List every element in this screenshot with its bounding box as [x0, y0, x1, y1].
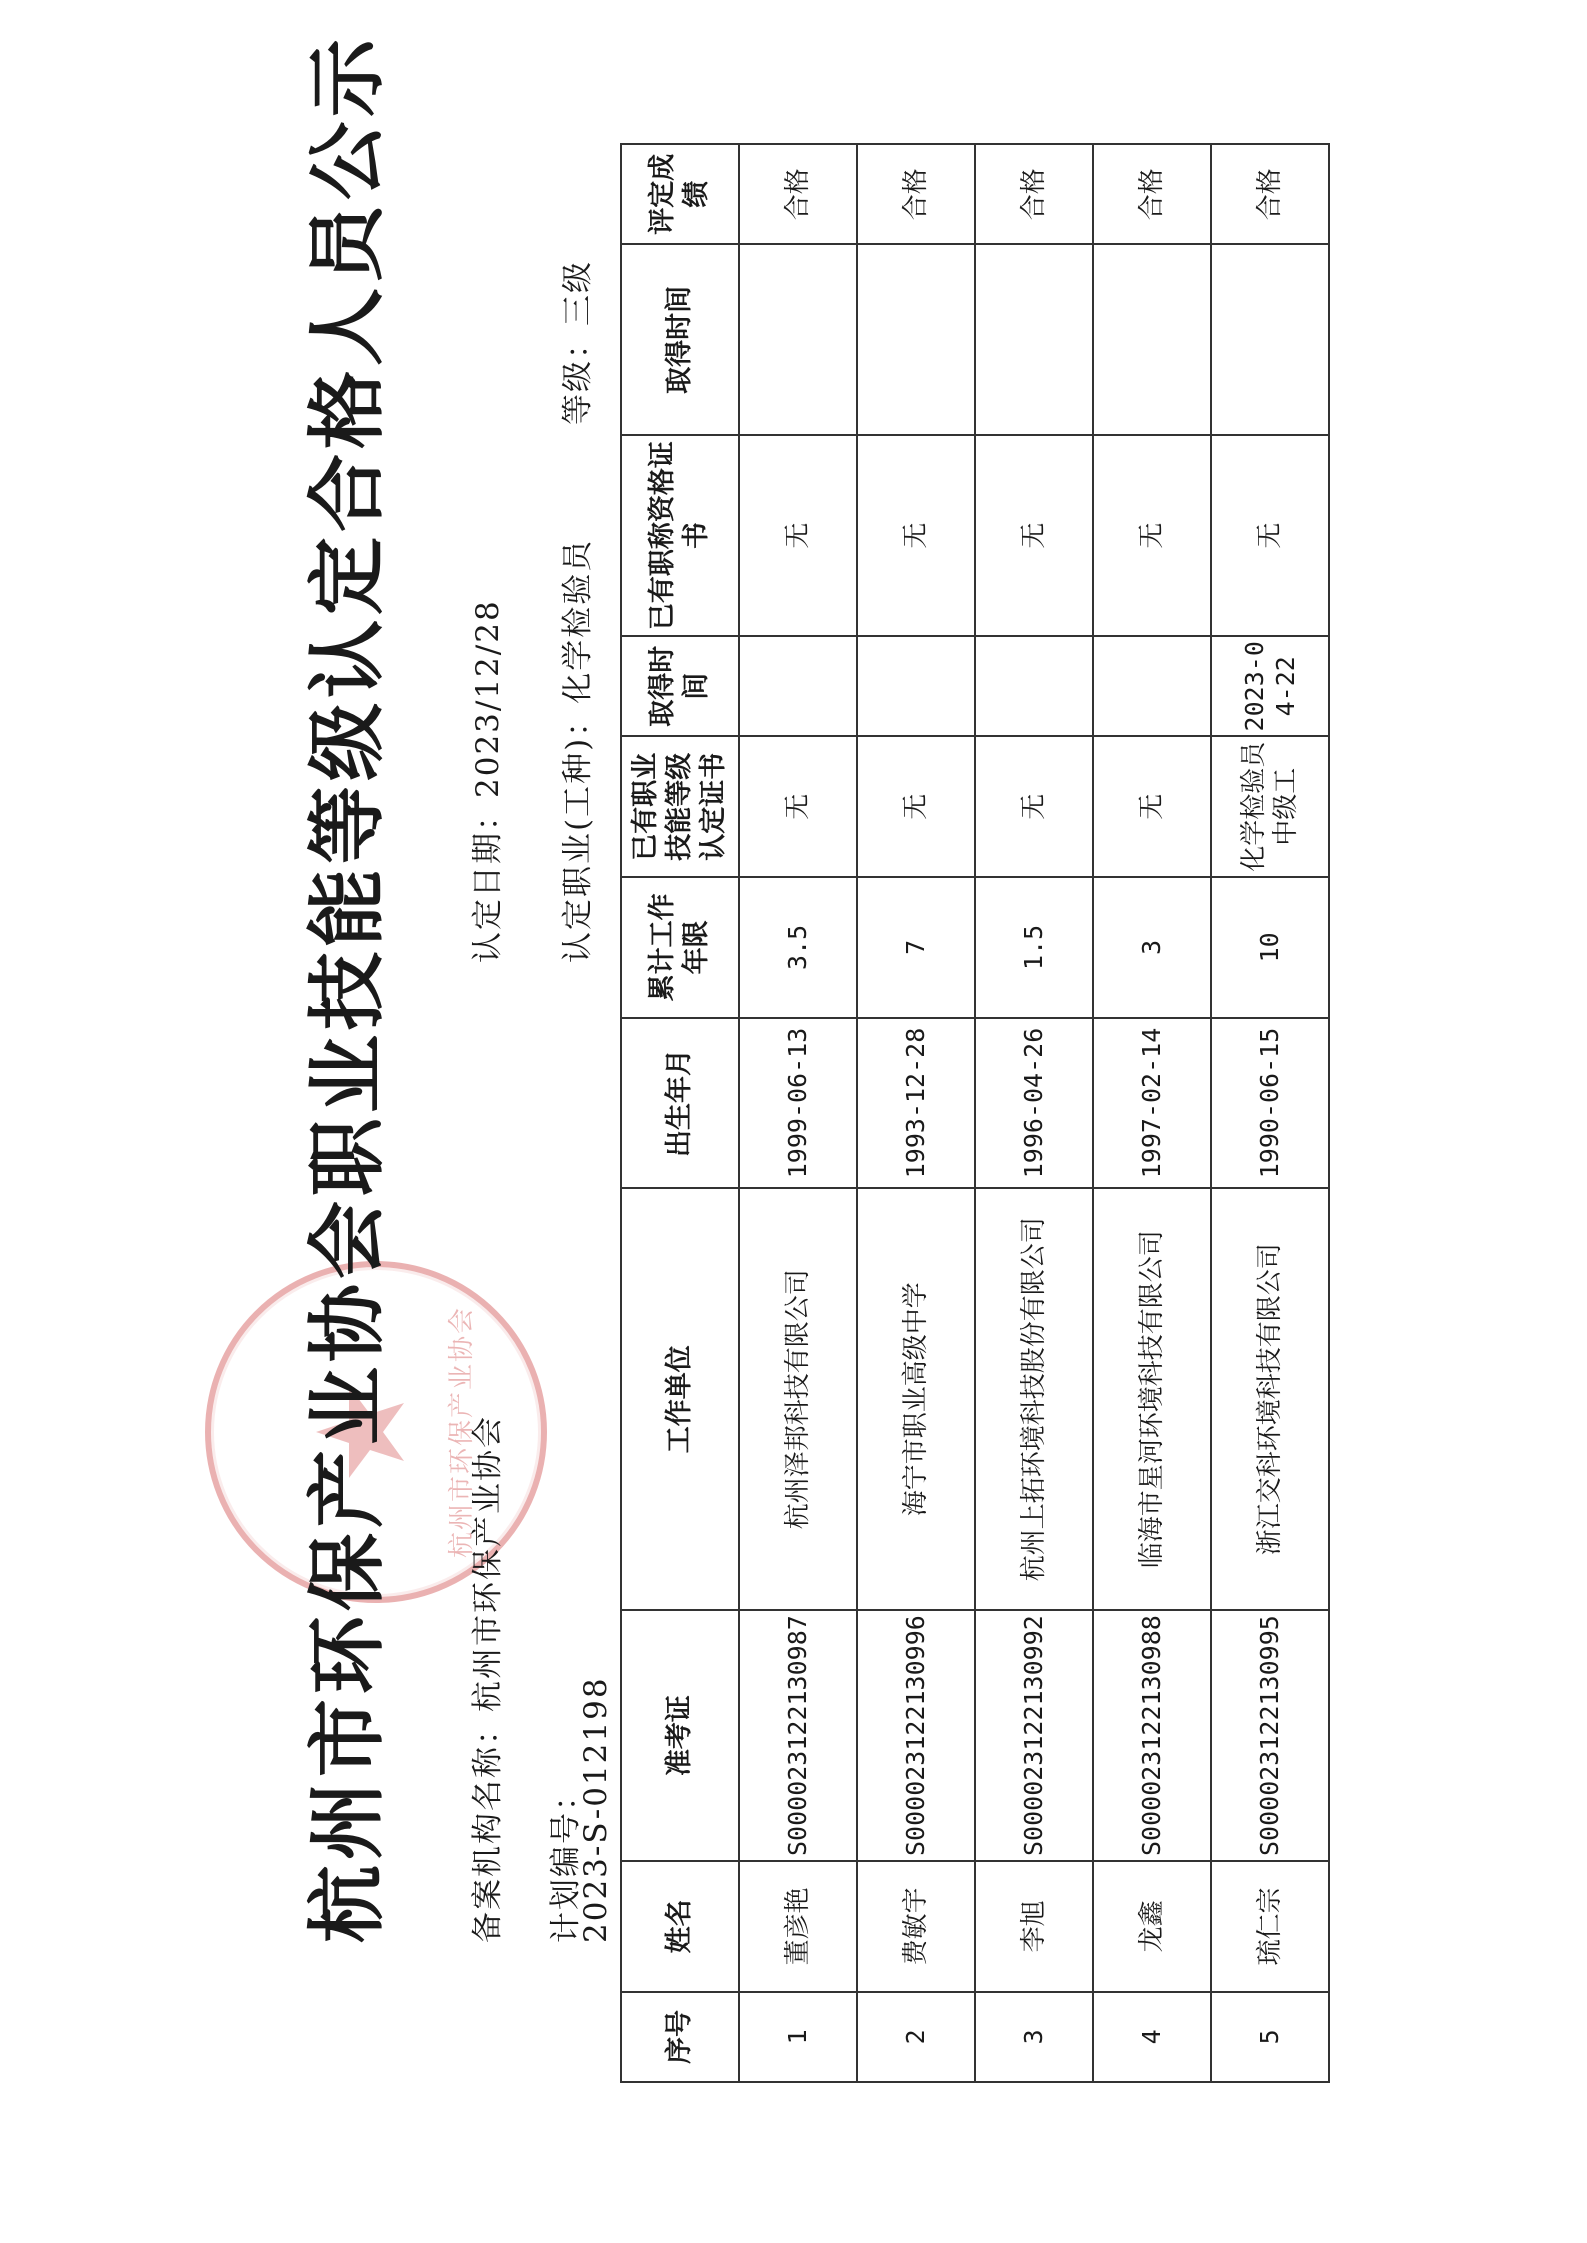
level-line	[552, 260, 597, 425]
cell-skill-date	[857, 636, 975, 736]
cell-no: 3	[975, 1992, 1093, 2082]
page-title: 杭州市环保产业协会职业技能等级认定合格人员公示	[303, 33, 393, 1943]
date-value: 2023/12/28	[470, 599, 506, 798]
header-name: 姓名	[621, 1861, 739, 1992]
cell-no: 5	[1211, 1992, 1329, 2082]
cell-title-date	[857, 244, 975, 435]
cell-result: 合格	[739, 144, 857, 244]
header-ticket: 准考证	[621, 1610, 739, 1861]
table-row	[975, 144, 1093, 2082]
cell-skill-cert: 无	[739, 736, 857, 877]
cell-skill-date: 2023-04-22	[1211, 636, 1329, 736]
org-line	[462, 1415, 507, 1943]
plan-label: 计划编号：	[548, 1778, 584, 1943]
cell-years: 7	[857, 877, 975, 1018]
occupation-value: 化学检验员	[560, 538, 596, 704]
cell-employer: 杭州上拓环境科技股份有限公司	[975, 1188, 1093, 1610]
cell-title-cert: 无	[975, 435, 1093, 636]
header-birth: 出生年月	[621, 1018, 739, 1189]
cell-name: 费敏宇	[857, 1861, 975, 1992]
cell-ticket: S000023122130987	[739, 1610, 857, 1861]
table-row	[1093, 144, 1211, 2082]
header-years: 累计工作年限	[621, 877, 739, 1018]
seal-text: 杭州市环保产业协会	[447, 1306, 477, 1559]
org-name: 杭州市环保产业协会	[470, 1415, 506, 1712]
cell-skill-cert: 无	[975, 736, 1093, 877]
cell-name: 琉仁宗	[1211, 1861, 1329, 1992]
cell-employer: 临海市星河环境科技有限公司	[1093, 1188, 1211, 1610]
level-value: 三级	[560, 260, 596, 326]
cell-birth: 1990-06-15	[1211, 1018, 1329, 1189]
header-employer: 工作单位	[621, 1188, 739, 1610]
cell-skill-date	[975, 636, 1093, 736]
cell-title-date	[975, 244, 1093, 435]
cell-no: 2	[857, 1992, 975, 2082]
cell-years: 3	[1093, 877, 1211, 1018]
cell-no: 4	[1093, 1992, 1211, 2082]
cell-result: 合格	[857, 144, 975, 244]
cell-skill-cert: 化学检验员中级工	[1211, 736, 1329, 877]
cell-title-date	[739, 244, 857, 435]
cell-ticket: S000023122130995	[1211, 1610, 1329, 1861]
date-line	[462, 599, 507, 963]
cell-name: 李旭	[975, 1861, 1093, 1992]
header-title-date: 取得时间	[621, 244, 739, 435]
cell-years: 10	[1211, 877, 1329, 1018]
cell-years: 3.5	[739, 877, 857, 1018]
cell-birth: 1999-06-13	[739, 1018, 857, 1189]
cell-title-cert: 无	[857, 435, 975, 636]
table-header-row	[621, 144, 739, 2082]
cell-birth: 1996-04-26	[975, 1018, 1093, 1189]
cell-skill-cert: 无	[857, 736, 975, 877]
cell-years: 1.5	[975, 877, 1093, 1018]
cell-result: 合格	[1211, 144, 1329, 244]
cell-ticket: S000023122130996	[857, 1610, 975, 1861]
header-skill-cert: 已有职业技能等级认定证书	[621, 736, 739, 877]
table-row	[739, 144, 857, 2082]
cell-employer: 浙江交科环境科技有限公司	[1211, 1188, 1329, 1610]
level-label: 等级：	[560, 326, 596, 425]
cell-result: 合格	[1093, 144, 1211, 244]
cell-birth: 1993-12-28	[857, 1018, 975, 1189]
occupation-line	[552, 539, 597, 963]
date-label: 认定日期：	[470, 798, 506, 963]
cell-birth: 1997-02-14	[1093, 1018, 1211, 1189]
cell-title-cert: 无	[739, 435, 857, 636]
cell-result: 合格	[975, 144, 1093, 244]
cell-name: 龙鑫	[1093, 1861, 1211, 1992]
header-title-cert: 已有职称资格证书	[621, 435, 739, 636]
occupation-label: 认定职业(工种)：	[560, 703, 596, 963]
cell-employer: 杭州泽邦科技有限公司	[739, 1188, 857, 1610]
cell-title-cert: 无	[1211, 435, 1329, 636]
cell-name: 董彦艳	[739, 1861, 857, 1992]
cell-title-date	[1093, 244, 1211, 435]
table-row	[857, 144, 975, 2082]
header-skill-date: 取得时间	[621, 636, 739, 736]
cell-title-cert: 无	[1093, 435, 1211, 636]
cell-skill-date	[1093, 636, 1211, 736]
cell-employer: 海宁市职业高级中学	[857, 1188, 975, 1610]
cell-ticket: S000023122130992	[975, 1610, 1093, 1861]
cell-ticket: S000023122130988	[1093, 1610, 1211, 1861]
cell-skill-date	[739, 636, 857, 736]
plan-number: 2023-S-012198	[578, 1676, 614, 1943]
cell-skill-cert: 无	[1093, 736, 1211, 877]
qualified-personnel-table	[620, 143, 1330, 2083]
header-no: 序号	[621, 1992, 739, 2082]
cell-title-date	[1211, 244, 1329, 435]
table-row	[1211, 144, 1329, 2082]
header-result: 评定成绩	[621, 144, 739, 244]
org-label: 备案机构名称：	[470, 1712, 506, 1943]
cell-no: 1	[739, 1992, 857, 2082]
